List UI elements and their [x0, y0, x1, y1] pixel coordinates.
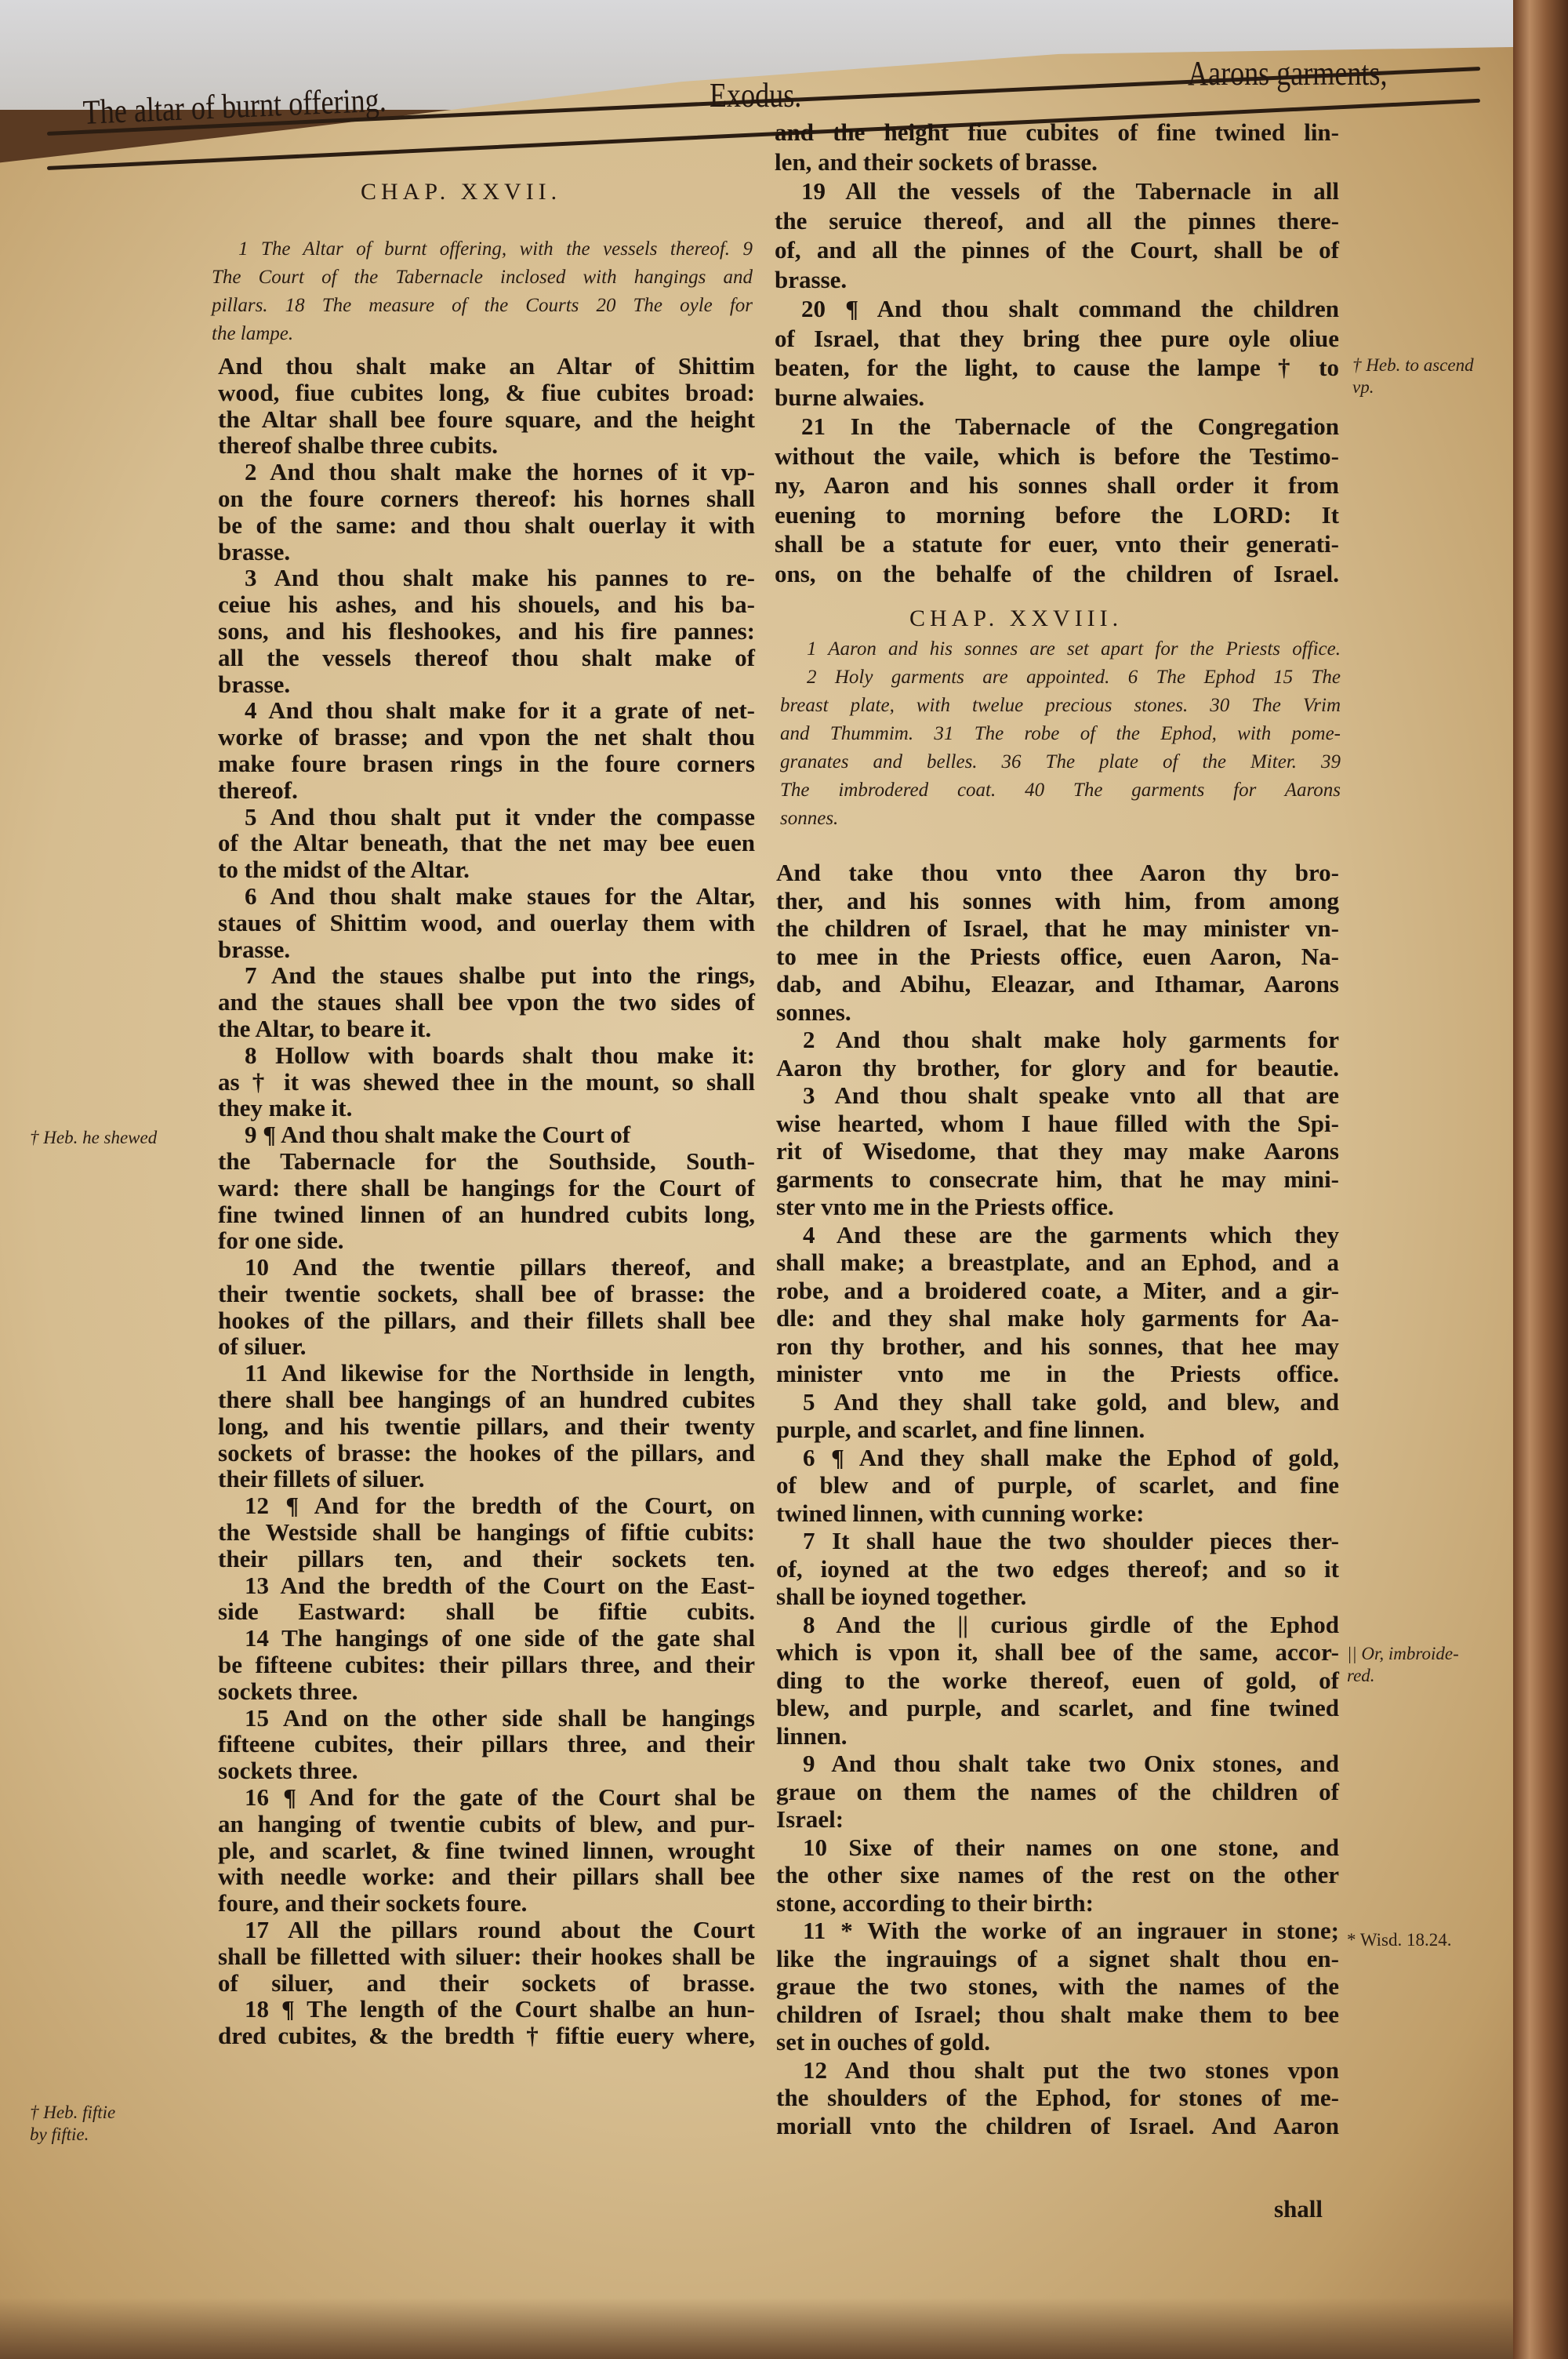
text-line: without the vaile, which is before the Testimo-	[775, 442, 1339, 470]
text-line: granates and belles. 36 The plate of the Miter. 39	[780, 751, 1341, 772]
text-line: the Altar, to beare it.	[218, 1014, 432, 1042]
text-line: shall be a statute for euer, vnto their generati-	[775, 530, 1339, 558]
text-line: long, and his twentie pillars, and their twenty	[218, 1412, 755, 1440]
text-line: 10 Sixe of their names on one stone, and	[803, 1833, 1339, 1861]
catchword: shall	[1274, 2195, 1323, 2223]
running-head-left: The altar of burnt offering.	[82, 80, 387, 132]
text-line: an hanging of twentie cubits of blew, and pur-	[218, 1809, 755, 1837]
text-line: moriall vnto the children of Israel. And Aaron	[776, 2111, 1339, 2139]
text-line: worke of brasse; and vpon the net shalt thou	[218, 723, 755, 751]
text-line: rit of Wisedome, that they may make Aarons	[776, 1137, 1339, 1165]
text-line: graue on them the names of the children of	[776, 1777, 1339, 1805]
chapter-heading-28: CHAP. XXVIII.	[909, 605, 1123, 631]
text-line: thereof.	[218, 776, 298, 804]
chapter-heading-27: CHAP. XXVII.	[361, 179, 562, 205]
text-line: of siluer, and their sockets of brasse.	[218, 1968, 755, 1997]
margin-note: * Wisd. 18.24.	[1347, 1930, 1452, 1950]
text-line: robe, and a broidered coate, a Miter, and a gir-	[776, 1276, 1339, 1304]
text-line: 4 And these are the garments which they	[803, 1220, 1339, 1249]
chapter-27-summary	[212, 235, 753, 348]
text-line: all the vessels thereof thou shalt make of	[218, 643, 755, 671]
text-line: 10 And the twentie pillars thereof, and	[245, 1253, 755, 1281]
text-line: Israel:	[776, 1805, 844, 1833]
text-line: sockets three.	[218, 1677, 358, 1705]
text-line: their pillars ten, and their sockets ten.	[218, 1544, 755, 1572]
text-line: the children of Israel, that he may minister vn-	[776, 914, 1339, 942]
running-head-center: Exodus.	[710, 76, 802, 114]
text-line: to the midst of the Altar.	[218, 856, 470, 884]
text-line: ons, on the behalfe of the children of Israel.	[775, 559, 1339, 587]
text-line: shall be ioyned together.	[776, 1583, 1027, 1610]
text-line: brasse.	[218, 670, 291, 698]
text-line: dle: and they shal make holy garments for Aa-	[776, 1304, 1339, 1332]
text-line: 13 And the bredth of the Court on the East-	[245, 1571, 755, 1599]
margin-note: † Heb. fiftie by fiftie.	[30, 2103, 116, 2144]
text-line: len, and their sockets of brasse.	[775, 147, 1098, 176]
text-line: 20 ¶ And thou shalt command the children	[801, 295, 1339, 322]
text-line: side Eastward: shall be fiftie cubits.	[218, 1598, 755, 1626]
text-line: 8 Hollow with boards shalt thou make it:	[245, 1041, 755, 1069]
text-line: 21 In the Tabernacle of the Congregation	[801, 413, 1339, 440]
text-line: 6 And thou shalt make staues for the Altar,	[245, 881, 755, 910]
text-line: on the foure corners thereof: his hornes shall	[218, 484, 755, 512]
text-line: of the Altar beneath, that the net may bee euen	[218, 829, 755, 857]
text-line: foure, and their sockets foure.	[218, 1889, 528, 1917]
text-line: 11 And likewise for the Northside in length,	[245, 1359, 755, 1387]
text-line: ster vnto me in the Priests office.	[776, 1193, 1114, 1220]
text-line: shall be filletted with siluer: their hookes shall be	[218, 1942, 755, 1970]
text-line: 16 ¶ And for the gate of the Court shal be	[245, 1783, 755, 1812]
text-line: The Court of the Tabernacle inclosed with hangings and	[212, 267, 753, 288]
text-line: dred cubites, & the bredth † fiftie euery where,	[218, 2022, 755, 2050]
text-line: set in ouches of gold.	[776, 2028, 990, 2055]
text-line: 19 All the vessels of the Tabernacle in all	[801, 177, 1339, 205]
text-line: and the height fiue cubites of fine twined lin-	[775, 118, 1339, 146]
page-edges	[1513, 0, 1568, 2359]
text-line: 17 All the pillars round about the Court	[245, 1916, 755, 1944]
text-line: minister vnto me in the Priests office.	[776, 1360, 1339, 1387]
text-line: 9 ¶ And thou shalt make the Court of	[245, 1121, 631, 1149]
text-line: 11 * With the worke of an ingrauer in stone;	[803, 1917, 1339, 1944]
text-line: staues of Shittim wood, and ouerlay them with	[218, 908, 755, 936]
text-line: sonnes.	[780, 808, 839, 829]
text-line: as † it was shewed thee in the mount, so shall	[218, 1067, 755, 1096]
margin-note: † Heb. he shewed	[30, 1128, 158, 1147]
text-line: the other sixe names of the rest on the other	[776, 1861, 1339, 1888]
text-line: ron thy brother, and his sonnes, that hee may	[776, 1332, 1339, 1360]
text-line: ding to the worke thereof, euen of gold, of	[776, 1666, 1339, 1694]
text-line: sonnes.	[776, 998, 851, 1026]
text-line: make foure brasen rings in the foure corners	[218, 749, 755, 777]
text-line: Aaron thy brother, for glory and for beautie.	[776, 1053, 1339, 1081]
text-line: 2 And thou shalt make the hornes of it vp-	[245, 458, 755, 486]
text-line: the seruice thereof, and all the pinnes there-	[775, 206, 1339, 234]
text-line: the shoulders of the Ephod, for stones of me-	[776, 2084, 1339, 2111]
text-line: shall make; a breastplate, and an Ephod, and a	[776, 1249, 1339, 1276]
text-line: twined linnen, with cunning worke:	[776, 1499, 1145, 1527]
text-line: wise hearted, whom I haue filled with the Spi-	[776, 1109, 1339, 1137]
running-head-right: Aarons garments,	[1188, 54, 1388, 93]
text-line: like the ingrauings of a signet shalt thou en-	[776, 1944, 1339, 1972]
text-line: sockets of brasse: the hookes of the pillars, and	[218, 1438, 755, 1467]
margin-note: || Or, imbroide- red.	[1347, 1644, 1459, 1685]
text-line: of, ioyned at the two edges thereof; and so it	[776, 1554, 1339, 1583]
text-line: The imbrodered coat. 40 The garments for Aarons	[780, 780, 1341, 801]
text-line: 7 And the staues shalbe put into the rings,	[245, 961, 755, 990]
text-line: ple, and scarlet, & fine twined linnen, wrought	[218, 1836, 755, 1864]
text-line: purple, and scarlet, and fine linnen.	[776, 1416, 1145, 1443]
text-line: the Westside shall be hangings of fiftie cubits:	[218, 1518, 755, 1547]
right-column-text	[776, 859, 1339, 2139]
text-line: the Tabernacle for the Southside, South-	[218, 1147, 755, 1175]
text-line: children of Israel; thou shalt make them to bee	[776, 2000, 1339, 2028]
text-line: 12 ¶ And for the bredth of the Court, on	[245, 1492, 755, 1520]
text-line: brasse.	[218, 935, 291, 963]
right-column-top-text	[775, 118, 1339, 588]
text-line: wood, fiue cubites long, & fiue cubites broad:	[218, 378, 755, 406]
text-line: to mee in the Priests office, euen Aaron, Na-	[776, 942, 1339, 970]
text-line: 3 And thou shalt speake vnto all that are	[803, 1081, 1339, 1109]
text-line: 4 And thou shalt make for it a grate of net-	[245, 696, 755, 725]
text-line: the lampe.	[212, 323, 294, 344]
text-line: and Thummim. 31 The robe of the Ephod, with pome-	[780, 723, 1341, 744]
text-line: ceiue his ashes, and his shouels, and his ba-	[218, 591, 755, 619]
text-line-with-initial: And take thou vnto thee Aaron thy bro-	[776, 859, 1339, 886]
text-line: brasse.	[218, 537, 291, 565]
text-line: 2 And thou shalt make holy garments for	[803, 1026, 1339, 1053]
text-line: of siluer.	[218, 1332, 307, 1361]
text-line: 5 And they shall take gold, and blew, and	[803, 1387, 1339, 1416]
text-line: 5 And thou shalt put it vnder the compasse	[245, 802, 755, 831]
text-line: dab, and Abihu, Eleazar, and Ithamar, Aarons	[776, 970, 1339, 998]
text-line: stone, according to their birth:	[776, 1888, 1094, 1917]
text-line: 14 The hangings of one side of the gate shal	[245, 1624, 755, 1652]
text-line: 3 And thou shalt make his pannes to re-	[245, 564, 755, 592]
text-line: for one side.	[218, 1227, 344, 1255]
text-line: ward: there shall be hangings for the Court of	[218, 1173, 755, 1201]
text-line: brasse.	[775, 265, 848, 293]
text-line-with-initial: And thou shalt make an Altar of Shittim	[218, 352, 755, 380]
text-line: of Israel, that they bring thee pure oyle oliue	[775, 324, 1339, 352]
text-line: 9 And thou shalt take two Onix stones, and	[803, 1750, 1339, 1777]
text-line: the Altar shall bee foure square, and the height	[218, 405, 755, 433]
text-line: they make it.	[218, 1094, 353, 1122]
text-line: which is vpon it, shall bee of the same, accor-	[776, 1638, 1339, 1666]
margin-note: † Heb. to ascend vp.	[1352, 355, 1474, 397]
text-line: ther, and his sonnes with him, from among	[776, 886, 1339, 914]
text-line: be fifteene cubites: their pillars three, and their	[218, 1651, 755, 1679]
text-line: euening to morning before the LORD: It	[775, 500, 1339, 529]
text-line: blew, and purple, and scarlet, and fine twined	[776, 1694, 1339, 1721]
text-line: beaten, for the light, to cause the lampe † to	[775, 354, 1339, 381]
text-line: burne alwaies.	[775, 383, 925, 411]
text-line: breast plate, with twelue precious stones. 30 The Vrim	[780, 695, 1341, 716]
text-line: graue the two stones, with the names of the	[776, 1972, 1339, 2000]
text-line: ny, Aaron and his sonnes shall order it from	[775, 471, 1339, 499]
text-line: fifteene cubites, their pillars three, and their	[218, 1730, 755, 1758]
page-shadow	[0, 2298, 1513, 2359]
text-line: be of the same: and thou shalt ouerlay it with	[218, 511, 755, 539]
text-line: 18 ¶ The length of the Court shalbe an hun-	[245, 1995, 755, 2023]
text-line: 7 It shall haue the two shoulder pieces ther-	[803, 1527, 1339, 1554]
text-line: their twentie sockets, shall bee of brasse: the	[218, 1279, 755, 1307]
text-line: of, and all the pinnes of the Court, shall be of	[775, 236, 1339, 264]
text-line: sons, and his fleshookes, and his fire pannes:	[218, 616, 755, 645]
text-line: thereof shalbe three cubits.	[218, 431, 499, 460]
text-line: and the staues shall bee vpon the two sides of	[218, 988, 755, 1016]
text-line: 1 The Altar of burnt offering, with the vessels thereof. 9	[238, 238, 753, 260]
text-line: hookes of the pillars, and their fillets shall bee	[218, 1306, 755, 1334]
text-line: 6 ¶ And they shall make the Ephod of gold,	[803, 1443, 1339, 1471]
text-line: with needle worke: and their pillars shall bee	[218, 1863, 755, 1891]
chapter-28-summary	[780, 635, 1341, 833]
text-line: of blew and of purple, of scarlet, and fine	[776, 1471, 1339, 1499]
text-line: there shall bee hangings of an hundred cubites	[218, 1386, 755, 1414]
text-line: fine twined linnen of an hundred cubits long,	[218, 1200, 755, 1228]
text-line: their fillets of siluer.	[218, 1465, 425, 1493]
text-line: 2 Holy garments are appointed. 6 The Ephod 15 The	[807, 667, 1341, 688]
text-line: 15 And on the other side shall be hangings	[245, 1703, 755, 1732]
text-line: linnen.	[776, 1721, 848, 1750]
text-line: 12 And thou shalt put the two stones vpon	[803, 2055, 1339, 2084]
text-line: sockets three.	[218, 1757, 358, 1785]
left-column-text	[218, 353, 755, 2049]
text-line: 8 And the || curious girdle of the Ephod	[803, 1610, 1339, 1638]
text-line: pillars. 18 The measure of the Courts 20 The oyle for	[212, 295, 753, 316]
text-line: 1 Aaron and his sonnes are set apart for the Priests office.	[807, 638, 1341, 660]
text-line: garments to consecrate him, that he may mini-	[776, 1165, 1339, 1193]
